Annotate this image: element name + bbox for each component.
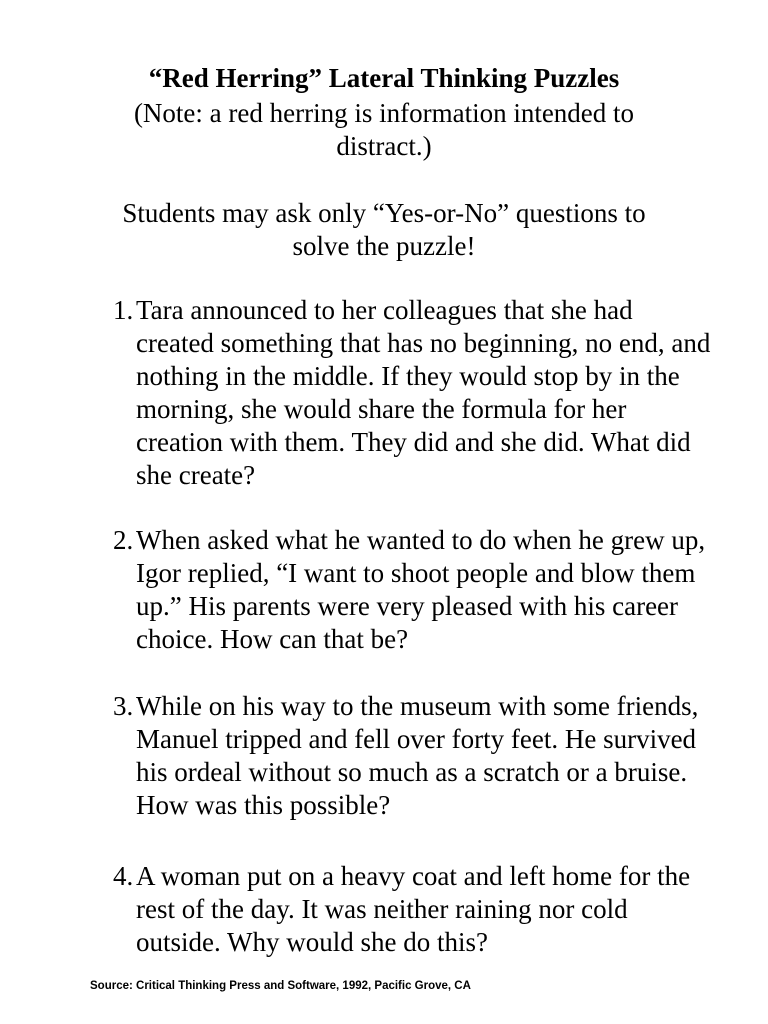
puzzle-text: Tara announced to her colleagues that she had created something that has no beginning, no end, and nothing in the middle. If they would stop by in the morning, she would share the formula for her creation with them. They did and she did. What did she create?: [136, 295, 711, 490]
puzzle-number: 3.: [113, 691, 134, 721]
puzzle-text: While on his way to the museum with some friends, Manuel tripped and fell over forty feet. He survived his ordeal without so much as a scratch or a bruise. How was this possible?: [136, 691, 699, 820]
note-text: (Note: a red herring is information intended to distract.): [133, 98, 635, 161]
document-title: “Red Herring” Lateral Thinking Puzzles: [148, 63, 620, 93]
puzzle-number: 2.: [113, 525, 134, 555]
source-citation: Source: Critical Thinking Press and Software, 1992, Pacific Grove, CA: [90, 980, 471, 992]
puzzle-number: 4.: [113, 861, 134, 891]
puzzle-item: [113, 690, 713, 822]
instructions-text: Students may ask only “Yes-or-No” questions to solve the puzzle!: [122, 198, 646, 261]
puzzle-item: [113, 860, 713, 959]
puzzle-number: 1.: [113, 295, 134, 325]
puzzle-item: [113, 524, 713, 656]
puzzle-item: [113, 294, 713, 492]
puzzle-text: A woman put on a heavy coat and left home for the rest of the day. It was neither raining nor cold outside. Why would she do this?: [136, 861, 691, 957]
puzzle-text: When asked what he wanted to do when he grew up, Igor replied, “I want to shoot people and blow them up.” His parents were very pleased with his career choice. How can that be?: [136, 525, 706, 654]
